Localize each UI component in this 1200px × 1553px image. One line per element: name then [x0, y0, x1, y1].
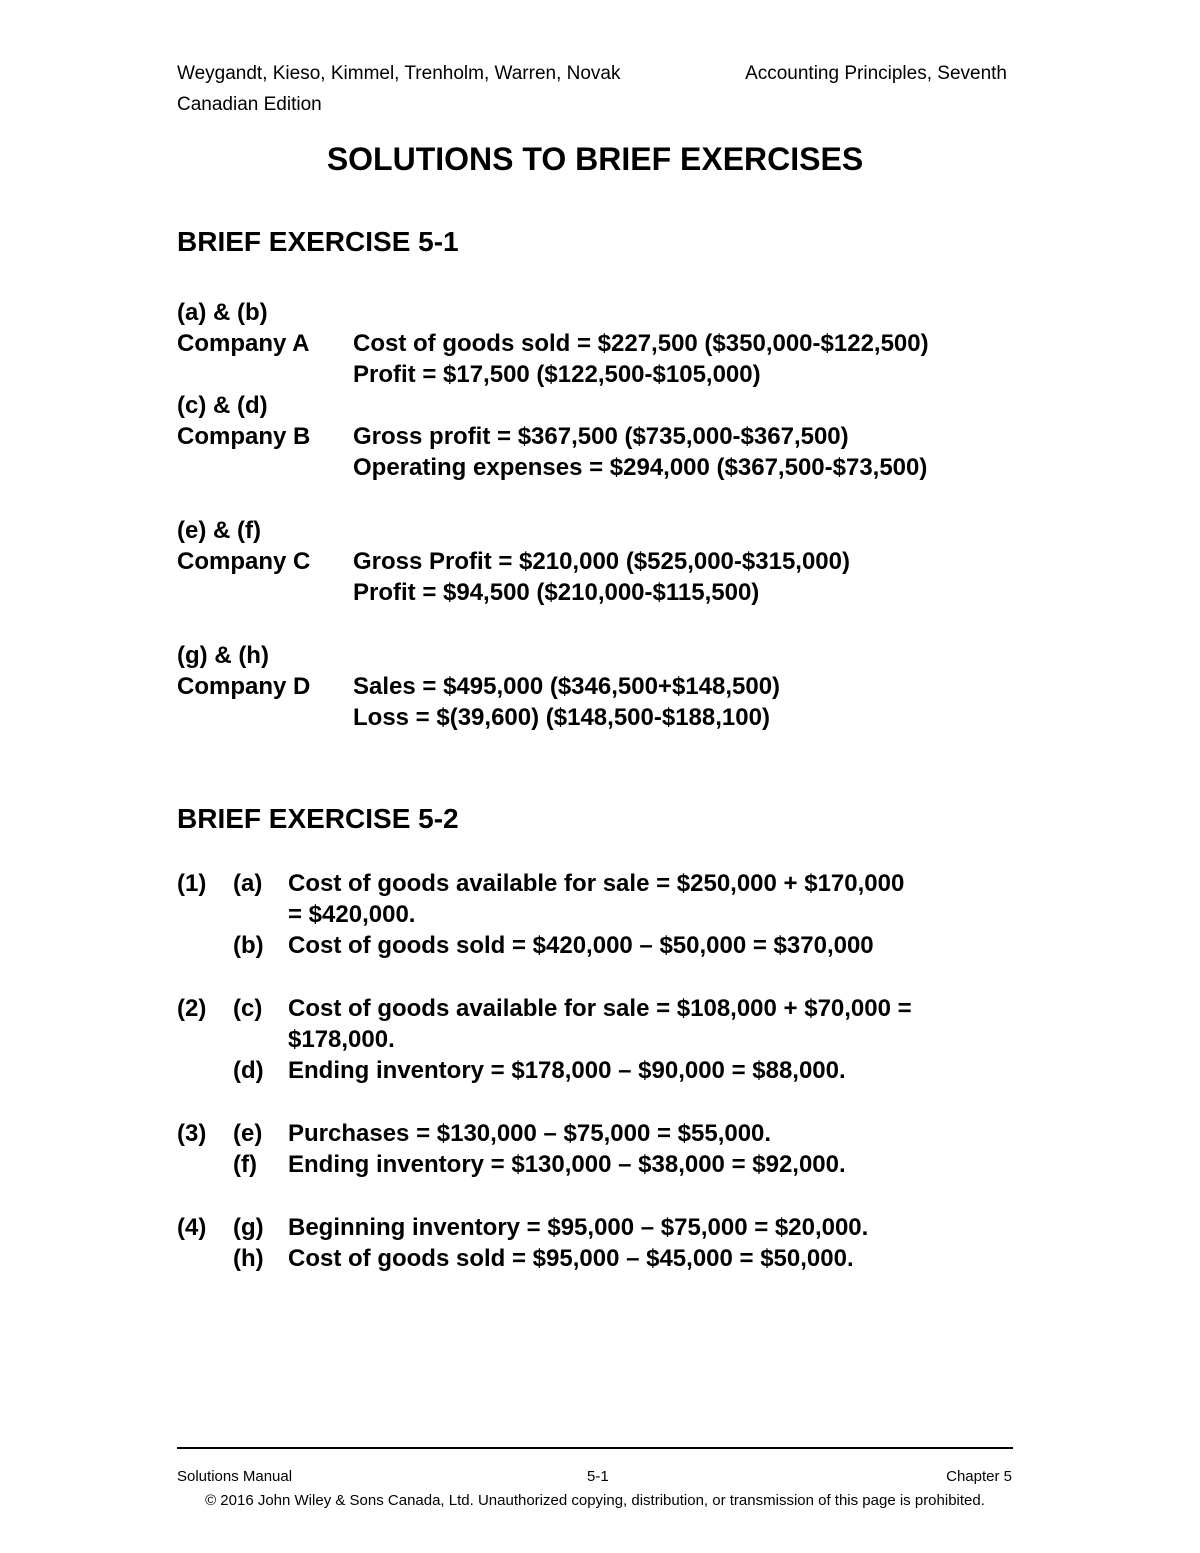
answer-row [177, 1118, 912, 1149]
part-letter: (h) [233, 1245, 264, 1272]
answer-row [177, 930, 912, 961]
answer-line: Operating expenses = $294,000 ($367,500-$73,500) [353, 454, 928, 481]
part-letter: (c) [233, 995, 263, 1022]
part-letter: (a) [233, 870, 263, 897]
answer-row [177, 1212, 912, 1243]
footer-copyright: © 2016 John Wiley & Sons Canada, Ltd. Unauthorized copying, distribution, or transmission of this page is prohibited. [205, 1492, 985, 1509]
answer-line: Ending inventory = $130,000 – $38,000 = $92,000. [288, 1151, 846, 1178]
answer-row [177, 702, 929, 733]
footer-page-number: 5-1 [587, 1468, 609, 1485]
answer-line: = $420,000. [288, 901, 416, 928]
item-number: (4) [177, 1214, 207, 1241]
footer-divider [177, 1447, 1013, 1449]
answer-line: Cost of goods sold = $420,000 – $50,000 = $370,000 [288, 932, 874, 959]
answer-line: Profit = $94,500 ($210,000-$115,500) [353, 579, 760, 606]
part-letter: (e) [233, 1120, 263, 1147]
answer-row [177, 1055, 912, 1086]
answer-line: Cost of goods sold = $95,000 – $45,000 = $50,000. [288, 1245, 854, 1272]
answer-row [177, 993, 912, 1024]
part-letter: (d) [233, 1057, 264, 1084]
answer-row [177, 1149, 912, 1180]
answer-row [177, 421, 929, 452]
answer-line: Cost of goods sold = $227,500 ($350,000-$122,500) [353, 330, 929, 357]
answer-line: Cost of goods available for sale = $108,000 + $70,000 = [288, 995, 912, 1022]
answer-row [177, 577, 929, 608]
part-letter: (b) [233, 932, 264, 959]
answer-row [177, 1024, 912, 1055]
part-label: (a) & (b) [177, 299, 268, 326]
section-heading-5-1: BRIEF EXERCISE 5-1 [177, 226, 459, 257]
answer-row [177, 359, 929, 390]
answer-line: Ending inventory = $178,000 – $90,000 = $88,000. [288, 1057, 846, 1084]
answer-line: $178,000. [288, 1026, 395, 1053]
answer-line: Loss = $(39,600) ($148,500-$188,100) [353, 704, 770, 731]
answer-row [177, 452, 929, 483]
brief-exercise-5-1 [177, 297, 929, 733]
answer-line: Profit = $17,500 ($122,500-$105,000) [353, 361, 761, 388]
company-label: Company A [177, 330, 310, 357]
answer-line: Cost of goods available for sale = $250,000 + $170,000 [288, 870, 905, 897]
header-edition: Canadian Edition [177, 94, 322, 115]
part-label: (e) & (f) [177, 517, 261, 544]
answer-line: Purchases = $130,000 – $75,000 = $55,000. [288, 1120, 772, 1147]
answer-line: Gross profit = $367,500 ($735,000-$367,500) [353, 423, 849, 450]
answer-row [177, 328, 929, 359]
company-label: Company B [177, 423, 311, 450]
answer-row [177, 899, 912, 930]
answer-row [177, 671, 929, 702]
company-label: Company D [177, 673, 311, 700]
brief-exercise-5-2 [177, 868, 912, 1274]
item-number: (2) [177, 995, 207, 1022]
header-book-title: Accounting Principles, Seventh [745, 63, 1007, 84]
part-label: (c) & (d) [177, 392, 268, 419]
item-number: (1) [177, 870, 207, 897]
footer-chapter: Chapter 5 [946, 1468, 1012, 1485]
part-letter: (g) [233, 1214, 264, 1241]
part-label: (g) & (h) [177, 642, 269, 669]
answer-row [177, 546, 929, 577]
answer-row [177, 868, 912, 899]
section-heading-5-2: BRIEF EXERCISE 5-2 [177, 803, 459, 834]
answer-line: Gross Profit = $210,000 ($525,000-$315,000) [353, 548, 850, 575]
answer-line: Beginning inventory = $95,000 – $75,000 = $20,000. [288, 1214, 869, 1241]
answer-row [177, 1243, 912, 1274]
item-number: (3) [177, 1120, 207, 1147]
part-letter: (f) [233, 1151, 257, 1178]
footer-left: Solutions Manual [177, 1468, 293, 1485]
page-title: SOLUTIONS TO BRIEF EXERCISES [326, 141, 864, 177]
answer-line: Sales = $495,000 ($346,500+$148,500) [353, 673, 781, 700]
header-authors: Weygandt, Kieso, Kimmel, Trenholm, Warren, Novak [177, 63, 621, 84]
company-label: Company C [177, 548, 311, 575]
